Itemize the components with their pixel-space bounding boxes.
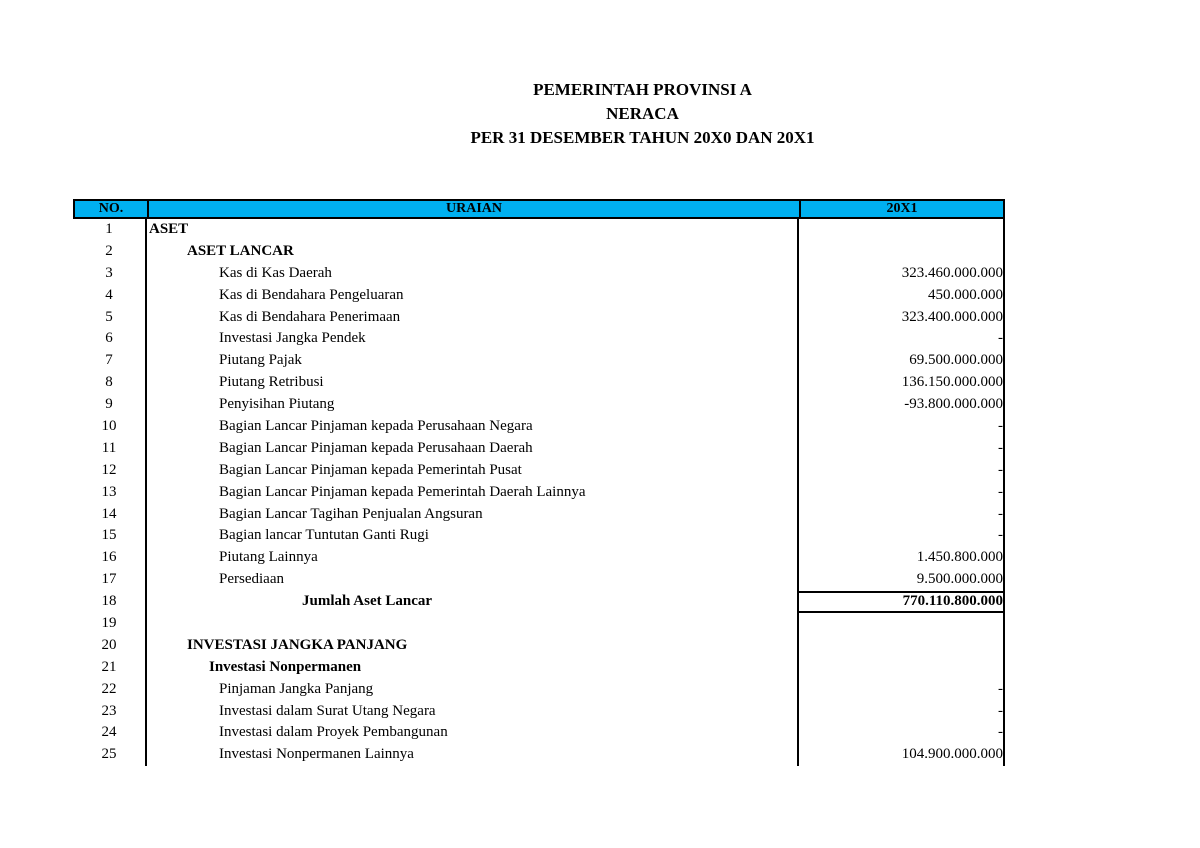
table-row [73, 525, 1005, 547]
row-number: 24 [101, 724, 117, 741]
table-row [73, 350, 1005, 372]
row-number: 8 [105, 374, 113, 391]
row-description: Persediaan [219, 571, 284, 588]
row-number: 15 [101, 527, 117, 544]
row-description: ASET [149, 221, 189, 237]
row-value: - [998, 724, 1003, 741]
row-description: Bagian lancar Tuntutan Ganti Rugi [219, 527, 429, 544]
table-row [73, 307, 1005, 329]
table-row [73, 394, 1005, 416]
header-divider [147, 201, 149, 217]
table-row [73, 722, 1005, 744]
row-value: 9.500.000.000 [916, 571, 1003, 588]
row-value: 136.150.000.000 [901, 374, 1003, 391]
row-value: 450.000.000 [928, 286, 1003, 303]
row-value: - [998, 702, 1003, 719]
table-row [73, 701, 1005, 723]
row-description: Bagian Lancar Tagihan Penjualan Angsuran [219, 505, 483, 522]
row-number: 13 [101, 483, 117, 500]
row-value: 770.110.800.000 [902, 593, 1003, 610]
row-description: Kas di Kas Daerah [219, 264, 332, 281]
row-description: Bagian Lancar Pinjaman kepada Pemerintah Daerah Lainnya [219, 483, 586, 500]
table-row [73, 635, 1005, 657]
row-description: Bagian Lancar Pinjaman kepada Pemerintah Pusat [219, 461, 522, 478]
row-description: Bagian Lancar Pinjaman kepada Perusahaan Negara [219, 418, 533, 435]
table-row [73, 482, 1005, 504]
row-value: 323.400.000.000 [901, 308, 1003, 325]
row-number: 4 [105, 286, 113, 303]
row-value: - [998, 330, 1003, 347]
row-description: Investasi Nonpermanen Lainnya [219, 746, 414, 763]
table-row [73, 744, 1005, 766]
row-value: - [998, 483, 1003, 500]
row-number: 5 [105, 308, 113, 325]
table-row [73, 372, 1005, 394]
row-description: INVESTASI JANGKA PANJANG [187, 636, 408, 653]
row-description: Investasi dalam Surat Utang Negara [219, 702, 436, 719]
table-row [73, 504, 1005, 526]
row-number: 17 [101, 571, 117, 588]
row-number: 11 [101, 439, 117, 456]
table-row [73, 460, 1005, 482]
row-value: - [998, 505, 1003, 522]
column-header-uraian: URAIAN [446, 201, 502, 216]
row-number: 2 [105, 242, 113, 259]
report-name-title: NERACA [606, 104, 679, 123]
table-row [73, 679, 1005, 701]
table-row [73, 328, 1005, 350]
row-number: 22 [101, 680, 117, 697]
table-row [73, 241, 1005, 263]
row-description: Penyisihan Piutang [219, 396, 335, 413]
row-description: Piutang Pajak [219, 352, 302, 369]
row-number: 20 [101, 636, 117, 653]
header-divider [799, 201, 801, 217]
table-row [73, 438, 1005, 460]
column-header-year: 20X1 [886, 201, 918, 216]
row-number: 23 [101, 702, 117, 719]
row-number: 6 [105, 330, 113, 347]
table-row [73, 591, 1005, 613]
row-value: 69.500.000.000 [909, 352, 1003, 369]
row-value: - [998, 418, 1003, 435]
row-description: Investasi dalam Proyek Pembangunan [219, 724, 448, 741]
table-row [73, 569, 1005, 591]
row-value: -93.800.000.000 [904, 396, 1003, 413]
row-description: Piutang Lainnya [219, 549, 318, 566]
row-description: Kas di Bendahara Penerimaan [219, 308, 401, 325]
row-description: Bagian Lancar Pinjaman kepada Perusahaan Daerah [219, 439, 533, 456]
row-value: - [998, 527, 1003, 544]
row-number: 9 [105, 396, 113, 413]
row-number: 21 [101, 658, 117, 675]
table-row [73, 263, 1005, 285]
row-value: 323.460.000.000 [901, 264, 1003, 281]
row-number: 1 [105, 221, 113, 237]
row-number: 18 [101, 593, 117, 610]
report-period-title: PER 31 DESEMBER TAHUN 20X0 DAN 20X1 [470, 128, 815, 147]
row-number: 14 [101, 505, 117, 522]
row-value: - [998, 461, 1003, 478]
row-description: ASET LANCAR [187, 242, 294, 259]
row-description: Kas di Bendahara Pengeluaran [219, 286, 404, 303]
table-header [73, 199, 1005, 219]
table-row [73, 219, 1005, 241]
row-number: 3 [105, 264, 113, 281]
row-description: Investasi Nonpermanen [209, 658, 362, 675]
table-row [73, 416, 1005, 438]
row-value: 1.450.800.000 [916, 549, 1003, 566]
row-description: Investasi Jangka Pendek [219, 330, 366, 347]
table-row [73, 657, 1005, 679]
total-top-border [799, 591, 1005, 593]
row-description: Piutang Retribusi [219, 374, 324, 391]
table-row [73, 547, 1005, 569]
balance-sheet-table [73, 199, 1005, 766]
row-value: 104.900.000.000 [901, 746, 1003, 763]
row-number: 12 [101, 461, 117, 478]
row-value: - [998, 680, 1003, 697]
table-body [73, 219, 1005, 766]
row-description: Pinjaman Jangka Panjang [219, 680, 374, 697]
row-description: Jumlah Aset Lancar [302, 593, 433, 610]
report-entity-title: PEMERINTAH PROVINSI A [533, 80, 752, 99]
row-number: 19 [101, 615, 117, 632]
row-number: 25 [101, 746, 117, 763]
row-value: - [998, 439, 1003, 456]
row-number: 10 [101, 418, 117, 435]
row-number: 16 [101, 549, 117, 566]
table-row [73, 285, 1005, 307]
row-number: 7 [105, 352, 113, 369]
table-row [73, 613, 1005, 635]
report-title-block [0, 78, 1200, 150]
column-header-no: NO. [98, 201, 124, 216]
